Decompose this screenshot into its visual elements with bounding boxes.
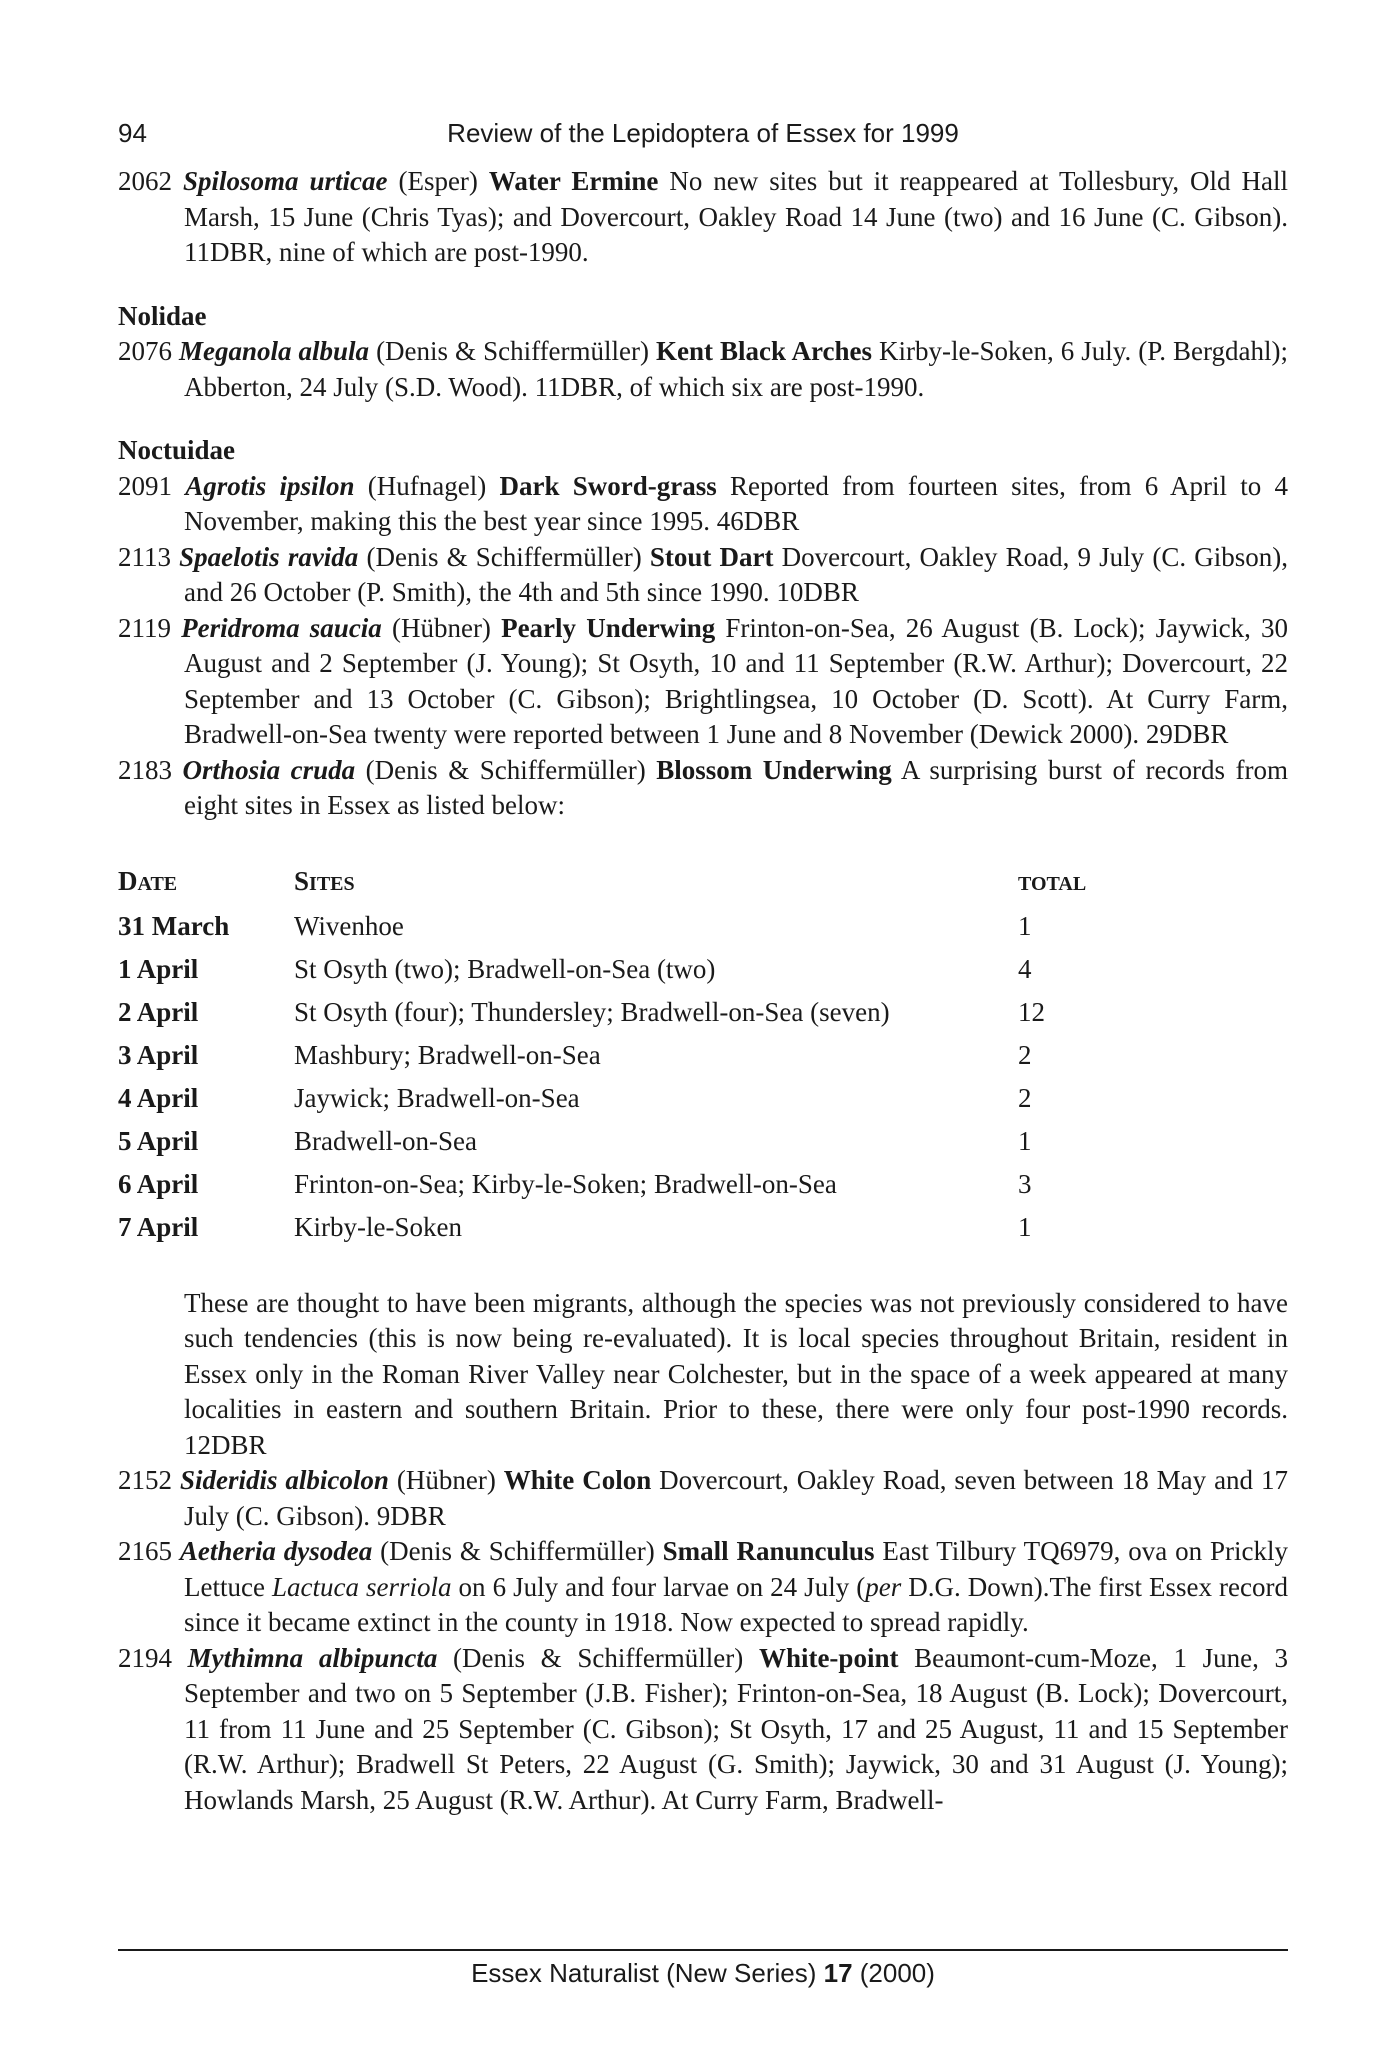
family-heading-noctuidae: Noctuidae (118, 435, 235, 465)
total-cell: 1 (1018, 1126, 1032, 1157)
family-heading-nolidae: Nolidae (118, 300, 207, 331)
sites-cell: Wivenhoe (294, 911, 404, 942)
page-number: 94 (118, 118, 147, 148)
entry-text: Reported from fourteen sites, from 6 April to 4 November, making this the best year since 1995. 46DBR (184, 470, 1288, 536)
total-cell: 1 (1018, 911, 1032, 942)
entry-text: D.G. Down).The first Essex record since it became extinct in the county in 1918. Now expected to spread rapidly. (184, 1571, 1289, 1637)
common-name: White Colon (503, 1465, 652, 1495)
entry-number: 2194 (118, 1642, 172, 1673)
scientific-name: Mythimna albipuncta (187, 1642, 438, 1673)
entry-text: Dovercourt, Oakley Road, 9 July (C. Gibson), and 26 October (P. Smith), the 4th and 5th since 1990. 10DBR (184, 541, 1288, 607)
common-name: White-point (758, 1642, 899, 1673)
authority: (Hufnagel) (354, 470, 500, 501)
species-entry-2076 (118, 334, 1288, 405)
sites-cell: Kirby-le-Soken (294, 1212, 462, 1243)
date-cell: 6 April (118, 1169, 199, 1200)
scientific-name: Aetheria dysodea (179, 1536, 373, 1566)
table-row (118, 1207, 1118, 1250)
sites-cell: St Osyth (four); Thundersley; Bradwell-on-Sea (seven) (294, 997, 890, 1028)
species-entry-2113 (118, 540, 1288, 611)
common-name: Dark Sword-grass (499, 470, 717, 501)
table-body (118, 906, 1118, 1250)
authority: (Denis & Schiffermüller) (358, 541, 650, 572)
total-cell: 1 (1018, 1212, 1032, 1243)
sites-cell: Frinton-on-Sea; Kirby-le-Soken; Bradwell-on-Sea (294, 1169, 837, 1200)
entry-text: East Tilbury TQ6979, ova on Prickly Lettuce (184, 1536, 1288, 1602)
header-date-initial: D (118, 866, 138, 897)
main-text (118, 164, 1288, 1818)
common-name: Water Ermine (488, 166, 659, 196)
common-name: Pearly Underwing (501, 612, 716, 643)
entry-number: 2076 (118, 336, 172, 366)
date-cell: 31 March (118, 911, 230, 942)
date-cell: 5 April (118, 1126, 199, 1157)
header-sites-rest: ITES (309, 873, 355, 896)
authority: (Denis & Schiffermüller) (355, 754, 657, 785)
common-name: Blossom Underwing (656, 754, 892, 785)
table-header-row (118, 862, 1118, 906)
table-row (118, 949, 1118, 992)
species-entry-2062 (118, 164, 1288, 271)
species-entry-2152 (118, 1463, 1288, 1534)
entry-number: 2152 (118, 1465, 172, 1495)
species-entry-2091 (118, 469, 1288, 540)
scientific-name: Sideridis albicolon (179, 1465, 389, 1495)
entry-text: Kirby-le-Soken, 6 July. (P. Bergdahl); Abberton, 24 July (S.D. Wood). 11DBR, of which six are post-1990. (184, 336, 1289, 402)
entry-text: on 6 July and four larvae on 24 July ( (451, 1571, 866, 1602)
total-cell: 2 (1018, 1040, 1032, 1071)
common-name: Kent Black Arches (656, 336, 873, 366)
entry-text: Beaumont-cum-Moze, 1 June, 3 September and two on 5 September (J.B. Fisher); Frinton-on-Sea, 18 August (B. Lock); Dovercourt, 11 from 11 June and 25 September (C. Gibson); St Osyth, 17 and 25 August, 11 and 15 September (R.W. Arthur); Bradwell St Peters, 22 August (G. Smith); Jaywick, 30 and 31 August (J. Young); Howlands Marsh, 25 August (R.W. Arthur). At Curry Farm, Bradwell- (184, 1642, 1288, 1815)
authority: (Denis & Schiffermüller) (372, 1536, 663, 1566)
scientific-name: Spilosoma urticae (182, 166, 388, 196)
sites-cell: Jaywick; Bradwell-on-Sea (294, 1083, 580, 1114)
authority: (Hübner) (381, 612, 502, 643)
species-entry-2194 (118, 1641, 1288, 1819)
entry-number: 2062 (118, 166, 172, 196)
column-header-total (1018, 862, 1118, 906)
header-total-text: TOTAL (1018, 873, 1087, 896)
table-row (118, 1164, 1118, 1207)
table-row (118, 992, 1118, 1035)
sites-cell: St Osyth (two); Bradwell-on-Sea (two) (294, 954, 716, 985)
sites-cell: Mashbury; Bradwell-on-Sea (294, 1040, 601, 1071)
total-cell: 4 (1018, 954, 1032, 985)
header-sites-initial: S (294, 866, 310, 897)
date-cell: 1 April (118, 954, 199, 985)
entry-number: 2183 (118, 754, 172, 785)
common-name: Small Ranunculus (662, 1536, 875, 1566)
table-commentary: These are thought to have been migrants, although the species was not previously considered to have such tendencies (this is now being re-evaluated). It is local species throughout Britain, resident in Essex only in the Roman River Valley near Colchester, but in the space of a week appeared at many localities in eastern and southern Britain. Prior to these, there were only four post-1990 records. 12DBR (184, 1287, 1288, 1460)
authority: (Denis & Schiffermüller) (437, 1642, 759, 1673)
date-cell: 3 April (118, 1040, 199, 1071)
plant-name: Lactuca serriola (271, 1571, 452, 1602)
table-row (118, 1035, 1118, 1078)
per-word: per (865, 1571, 902, 1602)
species-entry-2183 (118, 753, 1288, 824)
entry-text: A surprising burst of records from eight sites in Essex as listed below: (184, 754, 1289, 820)
entry-number: 2113 (118, 541, 171, 572)
authority: (Hübner) (388, 1465, 504, 1495)
entry-number: 2165 (118, 1536, 172, 1566)
footer-rule (118, 1949, 1288, 1951)
species-entry-2165 (118, 1534, 1288, 1641)
authority: (Denis & Schiffermüller) (369, 336, 657, 366)
date-cell: 4 April (118, 1083, 199, 1114)
common-name: Stout Dart (649, 541, 774, 572)
entry-number: 2119 (118, 612, 171, 643)
running-header (118, 118, 1288, 158)
scientific-name: Peridroma saucia (181, 612, 382, 643)
journal-name: Essex Naturalist (New Series) (471, 1958, 824, 1988)
date-cell: 7 April (118, 1212, 199, 1243)
table-row (118, 1078, 1118, 1121)
entry-number: 2091 (118, 470, 172, 501)
entry-text: Dovercourt, Oakley Road, seven between 18 May and 17 July (C. Gibson). 9DBR (184, 1465, 1288, 1531)
scientific-name: Meganola albula (179, 336, 370, 366)
scientific-name: Orthosia cruda (182, 754, 356, 785)
scientific-name: Agrotis ipsilon (185, 470, 355, 501)
total-cell: 3 (1018, 1169, 1032, 1200)
records-table (118, 862, 1118, 1250)
date-cell: 2 April (118, 997, 199, 1028)
entry-text: Frinton-on-Sea, 26 August (B. Lock); Jaywick, 30 August and 2 September (J. Young); St Osyth, 10 and 11 September (R.W. Arthur); Dovercourt, 22 September and 13 October (C. Gibson); Brightlingsea, 10 October (D. Scott). At Curry Farm, Bradwell-on-Sea twenty were reported between 1 June and 8 November (Dewick 2000). 29DBR (184, 612, 1288, 749)
entry-text: No new sites but it reappeared at Tollesbury, Old Hall Marsh, 15 June (Chris Tyas); and Dovercourt, Oakley Road 14 June (two) and 16 June (C. Gibson). 11DBR, nine of which are post-1990. (184, 166, 1289, 267)
column-header-date (118, 862, 294, 906)
publication-year: (2000) (852, 1958, 935, 1988)
column-header-sites (294, 862, 1018, 906)
total-cell: 2 (1018, 1083, 1032, 1114)
volume-number: 17 (823, 1958, 853, 1988)
species-entry-2119 (118, 611, 1288, 753)
sites-cell: Bradwell-on-Sea (294, 1126, 477, 1157)
total-cell: 12 (1018, 997, 1045, 1028)
table-row (118, 1121, 1118, 1164)
footer (118, 1958, 1288, 1989)
table-row (118, 906, 1118, 949)
header-date-rest: ATE (137, 873, 178, 896)
running-title: Review of the Lepidoptera of Essex for 1999 (447, 118, 959, 148)
scientific-name: Spaelotis ravida (179, 541, 359, 572)
authority: (Esper) (387, 166, 489, 196)
